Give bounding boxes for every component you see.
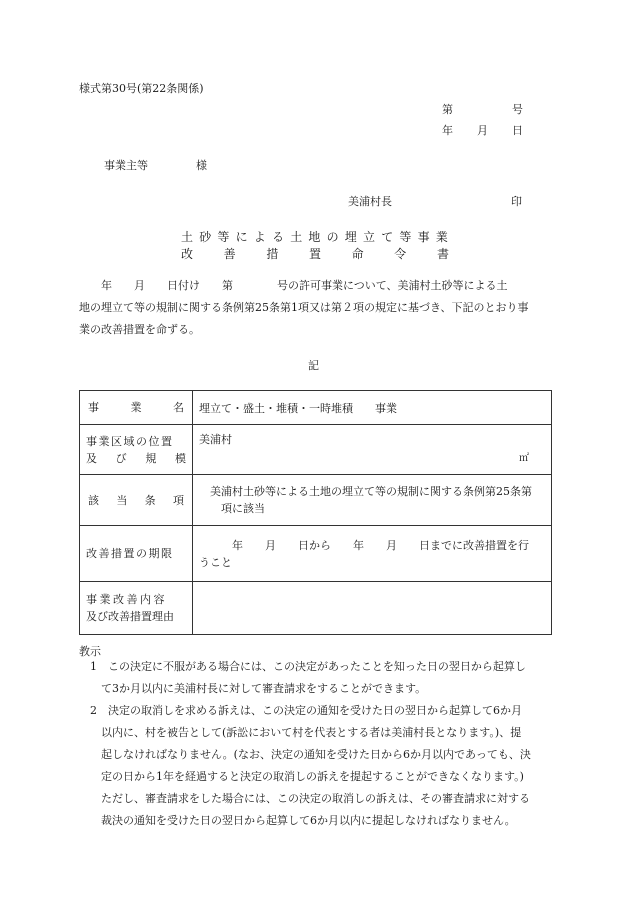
title-char: 命 <box>351 247 364 261</box>
instruction-line: 以内に、村を被告として(訴訟において村を代表とする者は美浦村長となります。)、提 <box>79 726 522 739</box>
addressee-honorific: 様 <box>196 159 207 172</box>
row-label-location-scale <box>80 425 193 475</box>
title-char: 令 <box>394 247 407 261</box>
document-title-line1: 土砂等による土地の埋立て等事業 <box>181 230 455 244</box>
instruction-line: て3か月以内に美浦村長に対して審査請求をすることができます。 <box>79 682 427 695</box>
title-char: 改 <box>181 247 194 261</box>
deadline-line: 年 月 日から 年 月 日までに改善措置を行 <box>199 538 529 552</box>
deadline-line: うこと <box>199 555 232 569</box>
area-unit: ㎡ <box>519 453 529 464</box>
instructions-body <box>79 656 559 832</box>
seal-mark: 印 <box>511 195 522 208</box>
title-char: 措 <box>266 247 279 261</box>
instruction-line: 起しなければなりません。(なお、決定の通知を受けた日から6か月以内であっても、決 <box>79 748 531 761</box>
label-text: 事業改善内容 <box>86 593 167 606</box>
body-line: 業の改善措置を命ずる。 <box>79 323 200 336</box>
clause-line: 美浦村土砂等による土地の埋立て等の規制に関する条例第25条第 <box>199 485 532 498</box>
label-char: 業 <box>130 401 142 414</box>
table-row <box>80 425 552 475</box>
row-value-applicable-clause <box>193 475 552 526</box>
date-month-label: 月 <box>477 124 488 137</box>
clause-line: 項に該当 <box>199 502 265 515</box>
row-value-deadline <box>193 526 552 582</box>
issuer-name: 美浦村長 <box>348 195 392 208</box>
label-char: 名 <box>173 401 184 414</box>
label-char: 規 <box>145 451 157 465</box>
title-char: 置 <box>308 247 321 261</box>
row-value-project-name <box>193 391 552 425</box>
body-paragraph <box>79 275 549 341</box>
label-char: び <box>115 451 127 465</box>
instruction-line: 1 この決定に不服がある場合には、この決定があったことを知った日の翌日から起算し <box>79 660 526 673</box>
label-char: 及 <box>86 451 97 465</box>
label-char: 条 <box>144 493 156 507</box>
form-number: 様式第30号(第22条関係) <box>79 82 204 95</box>
table-row <box>80 475 552 526</box>
doc-number-suffix: 号 <box>512 103 523 116</box>
label-char: 当 <box>116 493 128 507</box>
document-title-line2 <box>181 245 449 262</box>
row-label-deadline <box>80 526 193 582</box>
table-row <box>80 582 552 635</box>
body-line: 年 月 日付け 第 号の許可事業について、美浦村土砂等による土 <box>79 279 508 292</box>
instruction-line: 定の日から1年を経過すると決定の取消しの訴えを提起することができなくなります。) <box>79 770 524 783</box>
instructions-heading: 教示 <box>79 645 101 658</box>
title-char: 書 <box>436 247 449 261</box>
row-label-improvement-reason <box>80 582 193 635</box>
label-char: 模 <box>174 451 186 465</box>
title-char: 善 <box>223 247 236 261</box>
date-day-label: 日 <box>512 124 523 137</box>
instruction-line: 裁決の通知を受けた日の翌日から起算して6か月以内に提起しなければなりません。 <box>79 814 516 827</box>
label-text: 改善措置の期限 <box>86 547 174 560</box>
instruction-line: ただし、審査請求をした場合には、この決定の取消しの訴えは、その審査請求に対する <box>79 792 530 805</box>
row-value-improvement-reason <box>193 582 552 635</box>
location-value: 美浦村 <box>199 433 232 446</box>
label-text: 事業区域の位置 <box>86 434 174 448</box>
table-row <box>80 391 552 425</box>
details-table <box>79 390 552 635</box>
label-char: 事 <box>88 401 99 414</box>
row-label-project-name <box>80 391 193 425</box>
body-line: 地の埋立て等の規制に関する条例第25条第1項又は第２項の規定に基づき、下記のとおり事 <box>79 301 529 314</box>
table-row <box>80 526 552 582</box>
addressee-name: 事業主等 <box>104 159 148 172</box>
label-char: 項 <box>172 493 184 507</box>
row-label-applicable-clause <box>80 475 193 526</box>
date-year-label: 年 <box>442 124 453 137</box>
doc-number-prefix: 第 <box>442 103 453 116</box>
row-value-location-scale <box>193 425 552 475</box>
label-text: 及び改善措置理由 <box>86 610 174 623</box>
label-char: 該 <box>88 493 99 507</box>
instruction-line: 2 決定の取消しを求める訴えは、この決定の通知を受けた日の翌日から起算して6か月 <box>79 704 522 717</box>
project-name-value: 埋立て・盛土・堆積・一時堆積 事業 <box>199 401 397 415</box>
ki-heading: 記 <box>308 359 319 372</box>
